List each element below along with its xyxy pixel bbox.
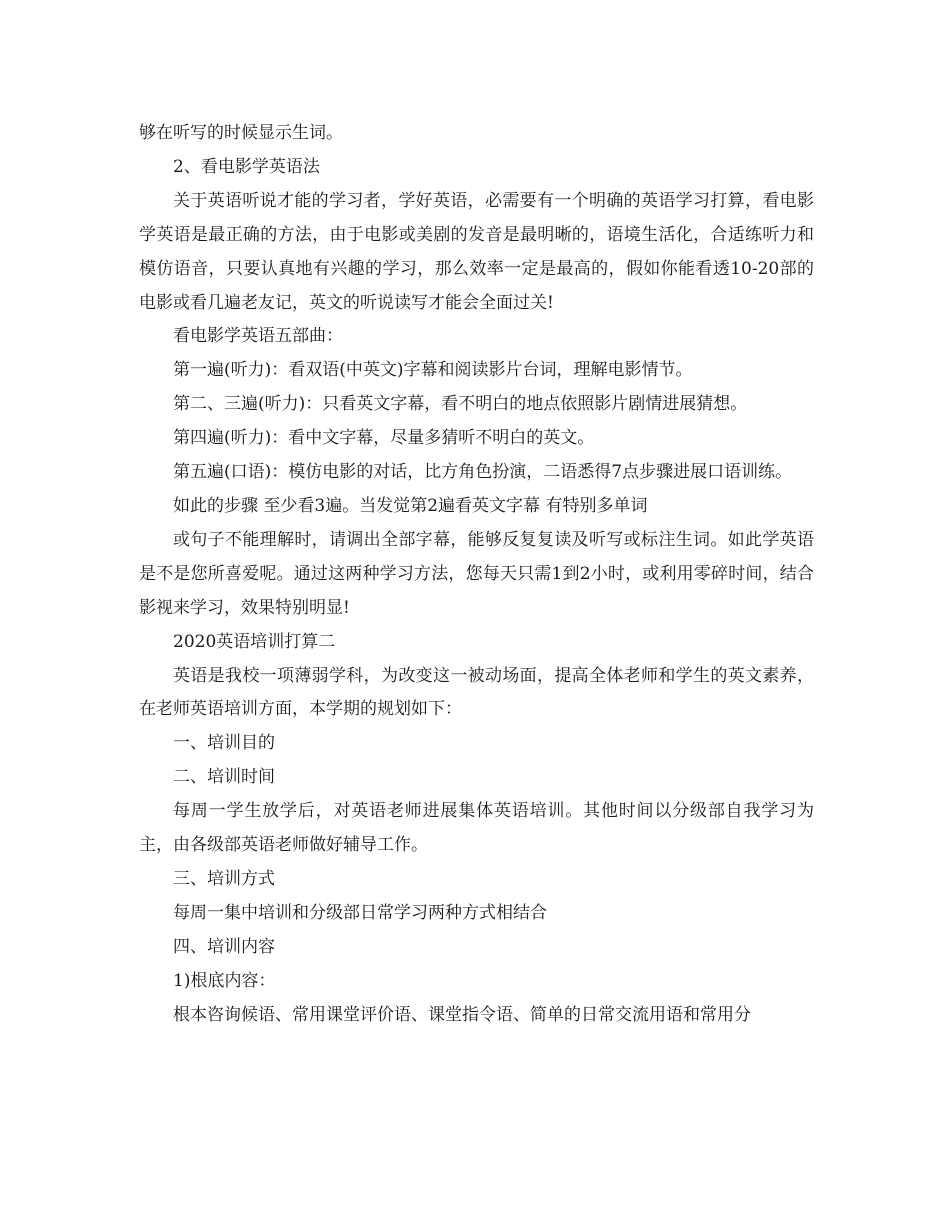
section-heading: 四、培训内容 bbox=[173, 936, 275, 957]
paragraph: 看电影学英语五部曲： bbox=[173, 326, 343, 347]
paragraph: 关于英语听说才能的学习者，学好英语，必需要有一个明确的英语学习打算，看电影学英语是最正确的方法，由于电影或美剧的发音是最明晰的，语境生活化，合适练听力和模仿语音，只要认真地有兴趣的学习，那么效率一定是最高的，假如你能看透10-20部的电影或看几遍老友记，英文的听说读写才能会全面过关! bbox=[139, 190, 814, 313]
paragraph: 第五遍(口语)：模仿电影的对话，比方角色扮演，二语悉得7点步骤进展口语训练。 bbox=[173, 462, 793, 483]
document-body bbox=[139, 117, 814, 1032]
paragraph: 第二、三遍(听力)：只看英文字幕，看不明白的地点依照影片剧情进展猜想。 bbox=[173, 394, 748, 415]
paragraph: 每周一学生放学后，对英语老师进展集体英语培训。其他时间以分级部自我学习为主，由各级部英语老师做好辅导工作。 bbox=[139, 801, 814, 856]
paragraph: 根本咨询候语、常用课堂评价语、课堂指令语、简单的日常交流用语和常用分 bbox=[173, 1004, 751, 1025]
section-heading: 二、培训时间 bbox=[173, 767, 275, 788]
paragraph: 或句子不能理解时，请调出全部字幕，能够反复复读及听写或标注生词。如此学英语是不是您所喜爱呢。通过这两种学习方法，您每天只需1到2小时，或利用零碎时间，结合影视来学习，效果特别明显! bbox=[139, 529, 814, 618]
paragraph: 英语是我校一项薄弱学科，为改变这一被动场面，提高全体老师和学生的英文素养，在老师英语培训方面，本学期的规划如下： bbox=[139, 665, 814, 720]
section-heading: 三、培训方式 bbox=[173, 868, 275, 889]
section-heading: 一、培训目的 bbox=[173, 733, 275, 754]
paragraph: 如此的步骤 至少看3遍。当发觉第2遍看英文字幕 有特别多单词 bbox=[173, 495, 648, 516]
paragraph: 第一遍(听力)：看双语(中英文)字幕和阅读影片台词，理解电影情节。 bbox=[173, 360, 693, 381]
section-heading: 2020英语培训打算二 bbox=[173, 631, 336, 652]
paragraph: 第四遍(听力)：看中文字幕，尽量多猜听不明白的英文。 bbox=[173, 428, 595, 449]
paragraph: 2、看电影学英语法 bbox=[173, 156, 320, 177]
paragraph: 够在听写的时候显示生词。 bbox=[139, 123, 343, 143]
paragraph: 1)根底内容： bbox=[173, 970, 276, 991]
paragraph: 每周一集中培训和分级部日常学习两种方式相结合 bbox=[173, 902, 547, 923]
